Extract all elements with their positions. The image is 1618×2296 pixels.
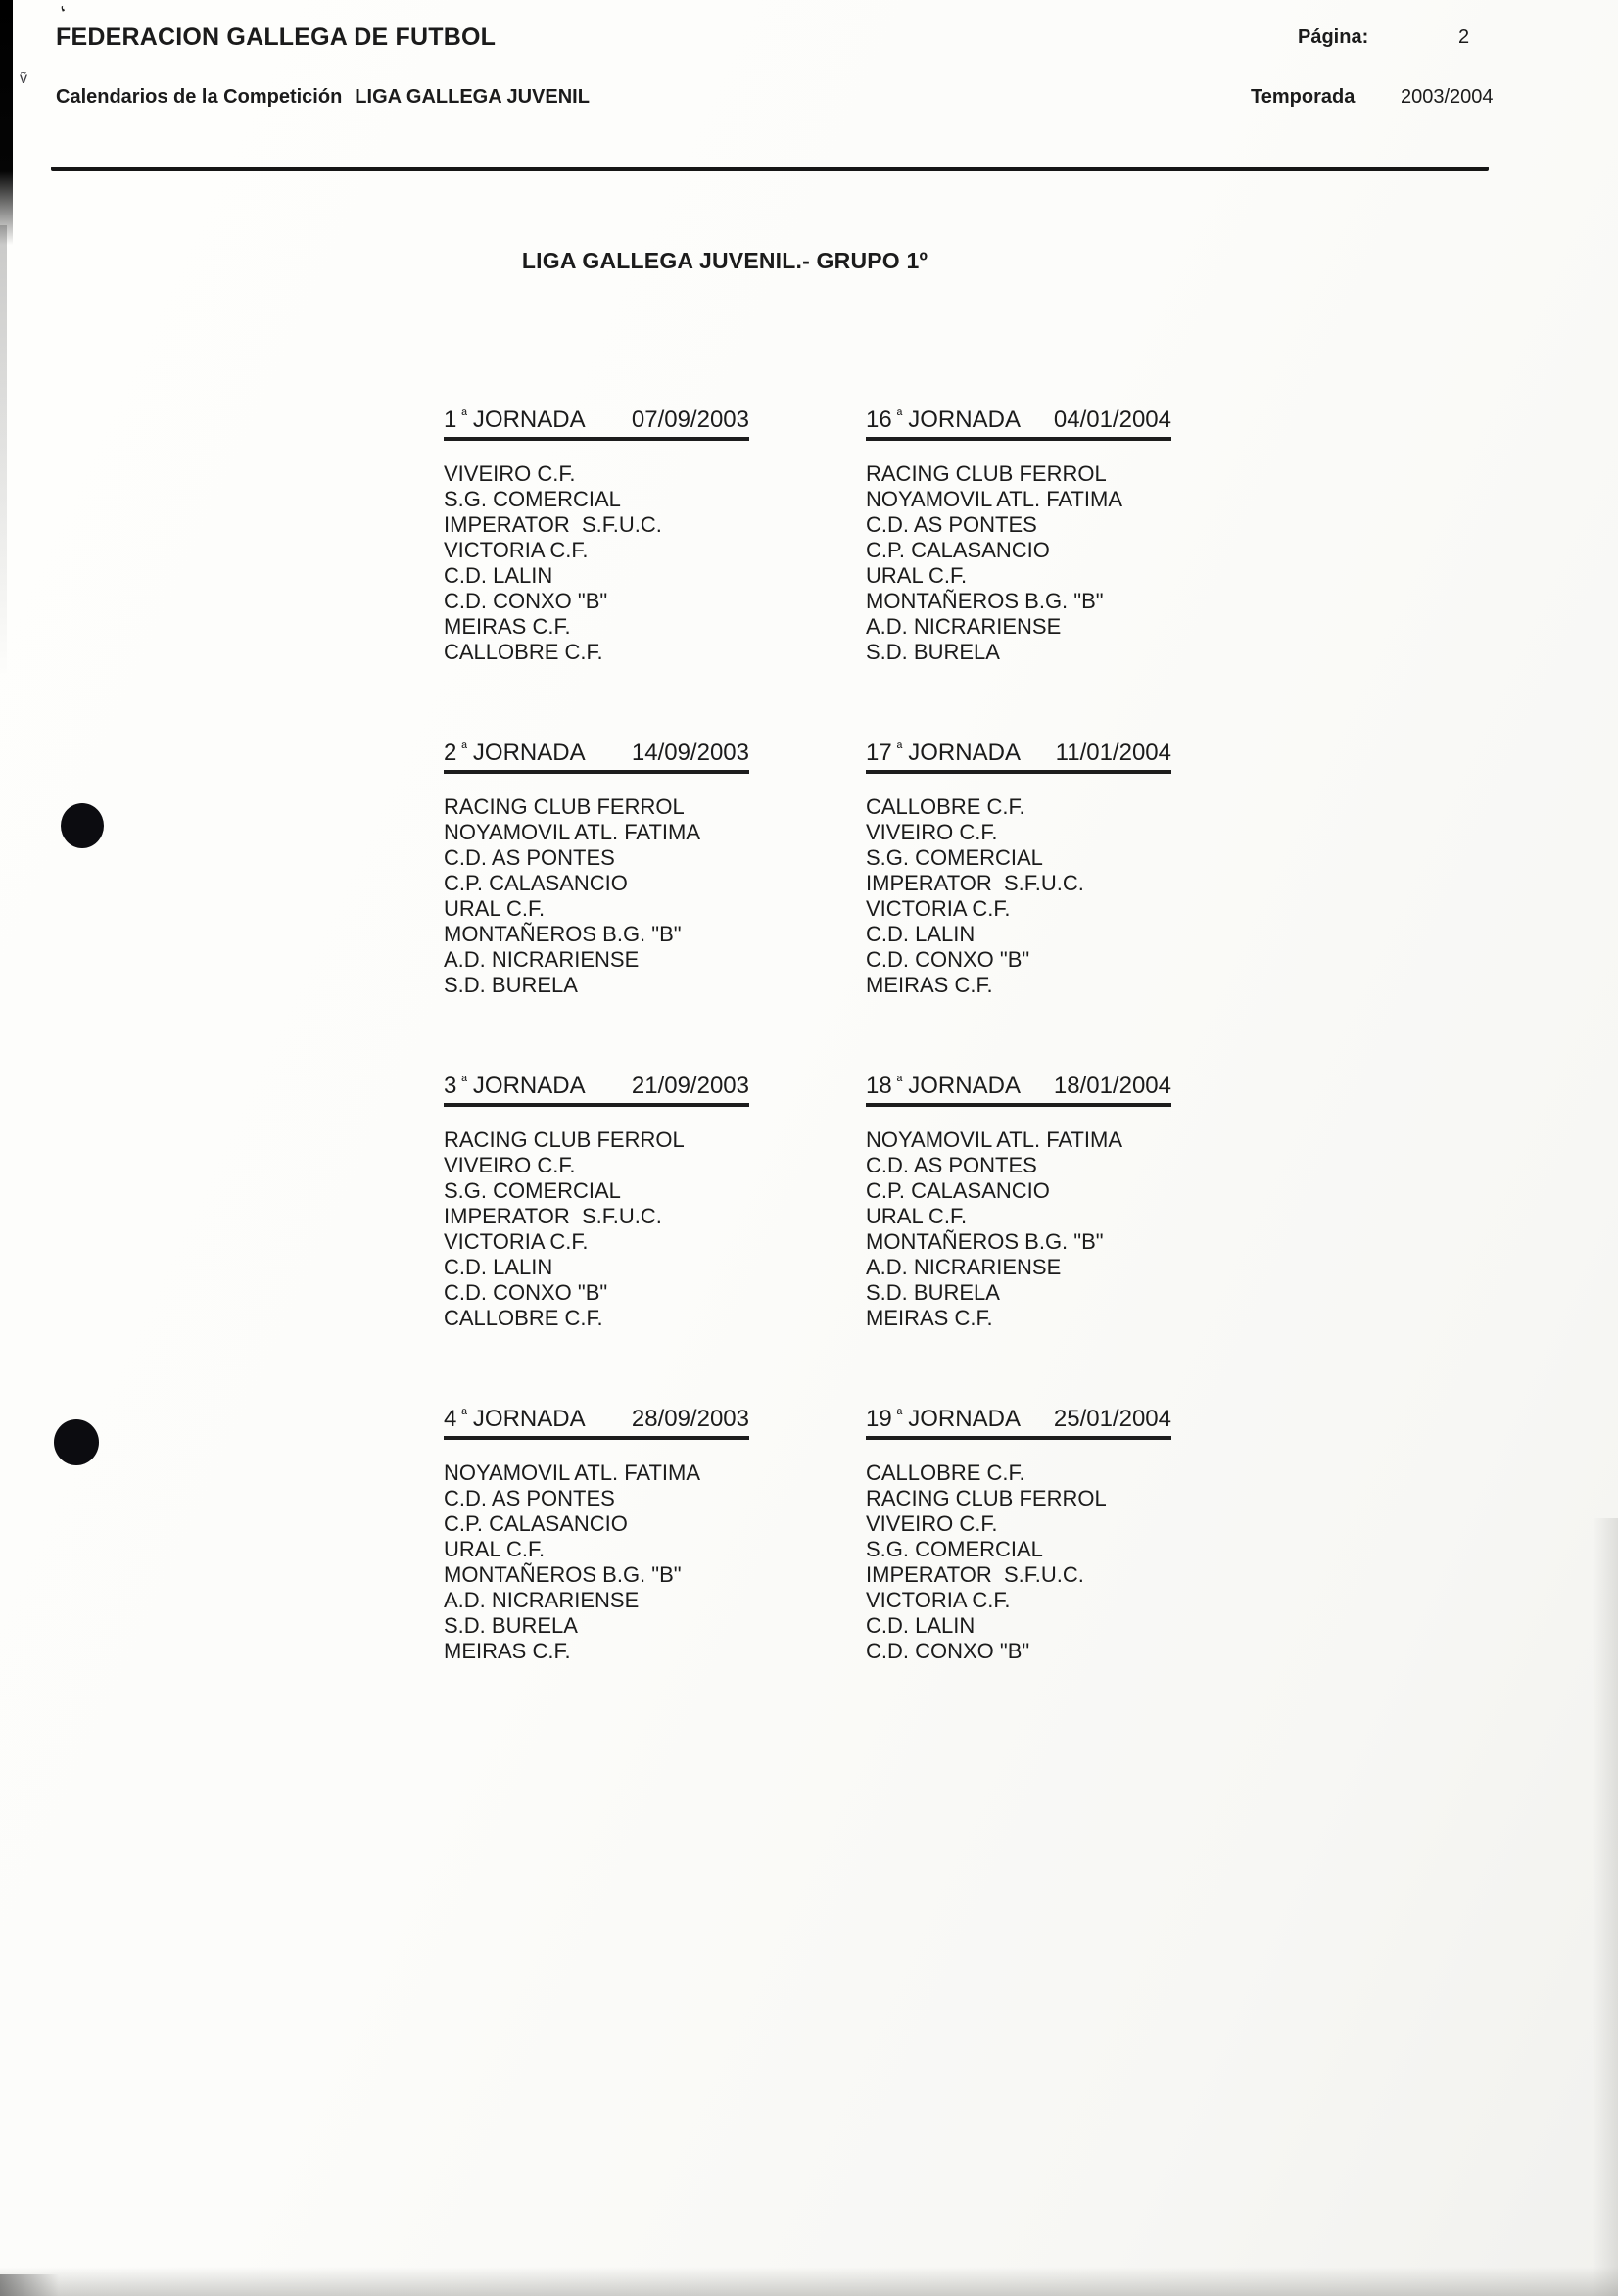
team-name: VICTORIA C.F. [866,1588,1011,1612]
jornada-label: JORNADA [908,1406,1021,1432]
team-list [444,794,749,998]
jornada-block [866,1406,1171,1664]
team-name: C.D. LALIN [866,1613,976,1638]
page-number: 2 [1458,26,1470,48]
team-name: CALLOBRE C.F. [866,1460,1025,1485]
jornada-block [444,1406,749,1664]
jornada-date: 11/01/2004 [1055,740,1171,766]
team-name: C.D. LALIN [444,563,553,588]
jornada-block [444,1073,749,1331]
team-name: MONTAÑEROS B.G. "B" [866,589,1104,613]
team-name: A.D. NICRARIENSE [866,1255,1062,1279]
jornada-label: JORNADA [472,1073,586,1099]
team-name: MEIRAS C.F. [444,614,571,639]
team-name: RACING CLUB FERROL [866,1486,1107,1510]
team-name: A.D. NICRARIENSE [444,1588,640,1612]
jornada-label: JORNADA [472,1406,586,1432]
team-list [866,1460,1171,1664]
jornada-ordinal: ª [896,1074,903,1090]
scan-bottom-corner [0,2274,59,2296]
team-name: C.D. CONXO "B" [866,947,1030,972]
jornada-block [866,407,1171,665]
jornada-date: 25/01/2004 [1053,1406,1171,1432]
team-name: C.P. CALASANCIO [444,1511,628,1536]
jornada-label: JORNADA [908,407,1021,433]
jornada-label: JORNADA [908,1073,1021,1099]
scan-bottom-band [0,2267,1618,2296]
team-name: C.D. LALIN [444,1255,553,1279]
team-name: MONTAÑEROS B.G. "B" [444,922,682,946]
team-name: A.D. NICRARIENSE [866,614,1062,639]
team-name: VIVEIRO C.F. [866,1511,998,1536]
team-list [866,794,1171,998]
jornada-number: 3 [444,1073,457,1099]
team-name: MEIRAS C.F. [444,1639,571,1663]
jornada-ordinal: ª [896,741,903,757]
team-name: S.G. COMERCIAL [444,1178,621,1203]
team-name: VICTORIA C.F. [866,896,1011,921]
jornada-header [444,1073,749,1107]
team-name: C.D. CONXO "B" [866,1639,1030,1663]
season-value: 2003/2004 [1401,86,1494,108]
page-label: Página: [1298,26,1369,48]
team-name: VICTORIA C.F. [444,1229,589,1254]
team-list [444,461,749,665]
team-name: URAL C.F. [444,1537,546,1561]
federation-title: FEDERACION GALLEGA DE FUTBOL [56,24,497,51]
jornada-ordinal: ª [896,407,903,424]
calendars-line [56,86,590,109]
scan-edge-shade [0,225,7,676]
jornada-number: 4 [444,1406,457,1432]
jornada-ordinal: ª [896,1407,903,1423]
jornada-number: 17 [866,740,892,766]
team-name: URAL C.F. [444,896,546,921]
team-name: CALLOBRE C.F. [444,640,603,664]
jornada-date: 28/09/2003 [631,1406,749,1432]
jornada-label: JORNADA [472,740,586,766]
season-label: Temporada [1251,86,1356,108]
team-name: NOYAMOVIL ATL. FATIMA [866,487,1123,511]
team-name: C.P. CALASANCIO [866,1178,1050,1203]
jornada-date: 18/01/2004 [1053,1073,1171,1099]
jornada-header [866,740,1171,774]
scan-right-shade [1593,1518,1618,2296]
jornada-number: 19 [866,1406,892,1432]
jornada-block [866,740,1171,998]
jornada-ordinal: ª [461,407,467,424]
team-name: C.D. AS PONTES [444,1486,615,1510]
hole-punch-mark-bottom [54,1419,99,1465]
jornada-header [866,1073,1171,1107]
jornada-ordinal: ª [461,1407,467,1423]
jornada-date: 21/09/2003 [631,1073,749,1099]
team-name: MEIRAS C.F. [866,1306,993,1330]
team-name: S.G. COMERCIAL [866,845,1043,870]
jornada-date: 14/09/2003 [631,740,749,766]
team-name: C.D. LALIN [866,922,976,946]
jornada-header [866,1406,1171,1440]
jornada-number: 1 [444,407,457,433]
jornada-header [866,407,1171,441]
jornada-header [444,407,749,441]
team-name: IMPERATOR S.F.U.C. [866,871,1084,895]
jornada-label: JORNADA [908,740,1021,766]
team-name: RACING CLUB FERROL [866,461,1107,486]
scan-speck: ʻ [58,1,72,29]
team-name: NOYAMOVIL ATL. FATIMA [866,1127,1123,1152]
team-list [866,1127,1171,1331]
jornada-column-right [866,407,1171,1739]
hole-punch-mark-top [61,803,104,848]
jornada-date: 04/01/2004 [1053,407,1171,433]
jornada-header [444,740,749,774]
team-name: C.D. AS PONTES [444,845,615,870]
team-name: S.D. BURELA [444,973,578,997]
jornada-number: 18 [866,1073,892,1099]
team-name: NOYAMOVIL ATL. FATIMA [444,1460,701,1485]
jornada-date: 07/09/2003 [631,407,749,433]
team-name: CALLOBRE C.F. [444,1306,603,1330]
scan-speck: ṽ [20,71,27,87]
team-name: S.G. COMERCIAL [444,487,621,511]
jornada-column-left [444,407,749,1739]
team-name: RACING CLUB FERROL [444,794,685,819]
team-name: IMPERATOR S.F.U.C. [444,1204,662,1228]
jornada-ordinal: ª [461,741,467,757]
team-name: S.G. COMERCIAL [866,1537,1043,1561]
jornada-label: JORNADA [472,407,586,433]
team-name: C.D. AS PONTES [866,1153,1037,1177]
team-name: RACING CLUB FERROL [444,1127,685,1152]
team-name: MONTAÑEROS B.G. "B" [866,1229,1104,1254]
jornada-number: 2 [444,740,457,766]
team-list [444,1127,749,1331]
team-list [866,461,1171,665]
jornada-block [444,407,749,665]
team-name: NOYAMOVIL ATL. FATIMA [444,820,701,844]
team-name: C.D. CONXO "B" [444,1280,608,1305]
team-name: VIVEIRO C.F. [444,1153,576,1177]
jornada-block [444,740,749,998]
team-name: A.D. NICRARIENSE [444,947,640,972]
team-name: IMPERATOR S.F.U.C. [444,512,662,537]
scan-edge-strip [0,0,13,245]
jornada-number: 16 [866,407,892,433]
jornada-header [444,1406,749,1440]
header-rule [51,167,1489,171]
team-name: C.D. CONXO "B" [444,589,608,613]
group-title: LIGA GALLEGA JUVENIL.- GRUPO 1º [521,248,928,273]
jornada-block [866,1073,1171,1331]
jornada-ordinal: ª [461,1074,467,1090]
team-name: VIVEIRO C.F. [444,461,576,486]
team-name: S.D. BURELA [866,1280,1000,1305]
team-name: C.P. CALASANCIO [866,538,1050,562]
team-name: MONTAÑEROS B.G. "B" [444,1562,682,1587]
team-name: S.D. BURELA [444,1613,578,1638]
team-name: VIVEIRO C.F. [866,820,998,844]
team-name: URAL C.F. [866,563,968,588]
team-name: CALLOBRE C.F. [866,794,1025,819]
calendars-label: Calendarios de la Competición [56,86,343,108]
team-name: MEIRAS C.F. [866,973,993,997]
team-name: URAL C.F. [866,1204,968,1228]
competition-name: LIGA GALLEGA JUVENIL [355,86,590,108]
team-name: VICTORIA C.F. [444,538,589,562]
team-list [444,1460,749,1664]
team-name: IMPERATOR S.F.U.C. [866,1562,1084,1587]
team-name: C.D. AS PONTES [866,512,1037,537]
team-name: S.D. BURELA [866,640,1000,664]
team-name: C.P. CALASANCIO [444,871,628,895]
